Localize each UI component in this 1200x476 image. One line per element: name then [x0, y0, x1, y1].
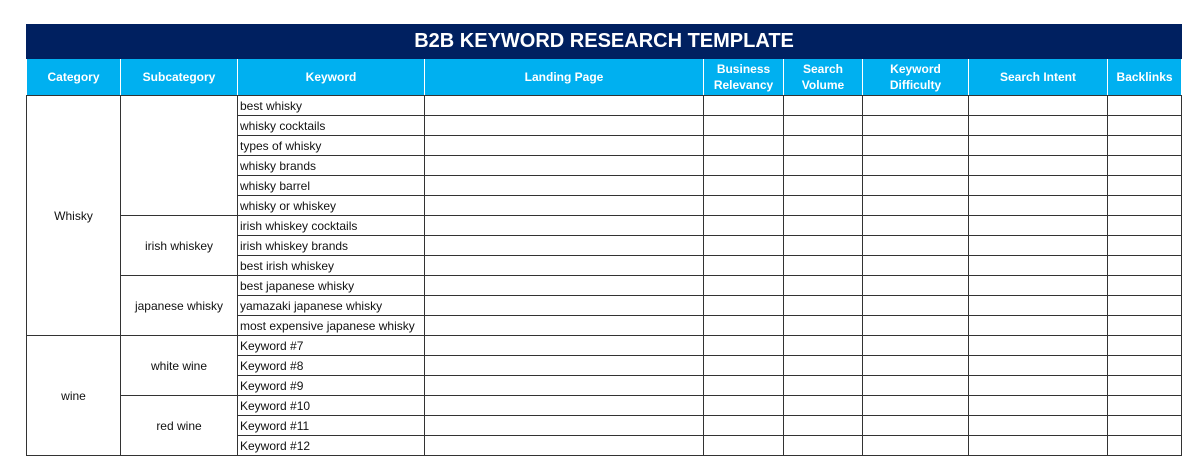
- search-intent-cell[interactable]: [969, 96, 1108, 116]
- search-intent-cell[interactable]: [969, 376, 1108, 396]
- landing-page-cell[interactable]: [425, 156, 704, 176]
- backlinks-cell[interactable]: [1108, 116, 1182, 136]
- backlinks-cell[interactable]: [1108, 316, 1182, 336]
- subcategory-cell[interactable]: red wine: [121, 396, 238, 456]
- table-row: [27, 216, 1182, 236]
- keyword-difficulty-cell[interactable]: [863, 416, 969, 436]
- business-relevancy-cell[interactable]: [704, 196, 784, 216]
- backlinks-cell[interactable]: [1108, 156, 1182, 176]
- backlinks-cell[interactable]: [1108, 96, 1182, 116]
- keyword-difficulty-cell[interactable]: [863, 236, 969, 256]
- landing-page-cell[interactable]: [425, 196, 704, 216]
- column-header-business-relevancy[interactable]: Business Relevancy: [704, 59, 784, 96]
- keyword-cell[interactable]: whisky cocktails: [238, 116, 425, 136]
- keyword-cell[interactable]: Keyword #8: [238, 356, 425, 376]
- column-header-subcategory[interactable]: Subcategory: [121, 59, 238, 96]
- search-volume-cell[interactable]: [784, 216, 863, 236]
- keyword-cell[interactable]: Keyword #11: [238, 416, 425, 436]
- keyword-table: [26, 24, 1182, 456]
- business-relevancy-cell[interactable]: [704, 336, 784, 356]
- search-intent-cell[interactable]: [969, 176, 1108, 196]
- backlinks-cell[interactable]: [1108, 216, 1182, 236]
- header-row: [27, 59, 1182, 96]
- landing-page-cell[interactable]: [425, 256, 704, 276]
- search-volume-cell[interactable]: [784, 276, 863, 296]
- column-header-backlinks[interactable]: Backlinks: [1108, 59, 1182, 96]
- business-relevancy-cell[interactable]: [704, 136, 784, 156]
- subcategory-cell[interactable]: japanese whisky: [121, 276, 238, 336]
- column-header-search-intent[interactable]: Search Intent: [969, 59, 1108, 96]
- search-intent-cell[interactable]: [969, 396, 1108, 416]
- search-intent-cell[interactable]: [969, 116, 1108, 136]
- landing-page-cell[interactable]: [425, 96, 704, 116]
- search-intent-cell[interactable]: [969, 256, 1108, 276]
- business-relevancy-cell[interactable]: [704, 156, 784, 176]
- keyword-difficulty-cell[interactable]: [863, 336, 969, 356]
- backlinks-cell[interactable]: [1108, 176, 1182, 196]
- business-relevancy-cell[interactable]: [704, 256, 784, 276]
- backlinks-cell[interactable]: [1108, 376, 1182, 396]
- business-relevancy-cell[interactable]: [704, 96, 784, 116]
- keyword-difficulty-cell[interactable]: [863, 356, 969, 376]
- subcategory-cell[interactable]: white wine: [121, 336, 238, 396]
- search-intent-cell[interactable]: [969, 236, 1108, 256]
- landing-page-cell[interactable]: [425, 336, 704, 356]
- search-volume-cell[interactable]: [784, 236, 863, 256]
- search-volume-cell[interactable]: [784, 136, 863, 156]
- business-relevancy-cell[interactable]: [704, 296, 784, 316]
- business-relevancy-cell[interactable]: [704, 376, 784, 396]
- table-row: [27, 396, 1182, 416]
- keyword-difficulty-cell[interactable]: [863, 156, 969, 176]
- keyword-difficulty-cell[interactable]: [863, 376, 969, 396]
- keyword-cell[interactable]: best whisky: [238, 96, 425, 116]
- keyword-cell[interactable]: Keyword #12: [238, 436, 425, 456]
- search-intent-cell[interactable]: [969, 336, 1108, 356]
- backlinks-cell[interactable]: [1108, 436, 1182, 456]
- keyword-difficulty-cell[interactable]: [863, 116, 969, 136]
- keyword-cell[interactable]: whisky or whiskey: [238, 196, 425, 216]
- subcategory-cell[interactable]: irish whiskey: [121, 216, 238, 276]
- search-intent-cell[interactable]: [969, 356, 1108, 376]
- landing-page-cell[interactable]: [425, 356, 704, 376]
- landing-page-cell[interactable]: [425, 416, 704, 436]
- business-relevancy-cell[interactable]: [704, 276, 784, 296]
- sheet-title: B2B KEYWORD RESEARCH TEMPLATE: [27, 25, 1182, 59]
- column-header-category[interactable]: Category: [27, 59, 121, 96]
- backlinks-cell[interactable]: [1108, 196, 1182, 216]
- landing-page-cell[interactable]: [425, 136, 704, 156]
- landing-page-cell[interactable]: [425, 376, 704, 396]
- keyword-difficulty-cell[interactable]: [863, 216, 969, 236]
- landing-page-cell[interactable]: [425, 296, 704, 316]
- table-row: [27, 96, 1182, 116]
- landing-page-cell[interactable]: [425, 116, 704, 136]
- search-intent-cell[interactable]: [969, 196, 1108, 216]
- backlinks-cell[interactable]: [1108, 356, 1182, 376]
- search-volume-cell[interactable]: [784, 316, 863, 336]
- landing-page-cell[interactable]: [425, 276, 704, 296]
- search-volume-cell[interactable]: [784, 436, 863, 456]
- keyword-difficulty-cell[interactable]: [863, 276, 969, 296]
- landing-page-cell[interactable]: [425, 236, 704, 256]
- backlinks-cell[interactable]: [1108, 256, 1182, 276]
- keyword-cell[interactable]: Keyword #7: [238, 336, 425, 356]
- search-intent-cell[interactable]: [969, 216, 1108, 236]
- business-relevancy-cell[interactable]: [704, 396, 784, 416]
- keyword-difficulty-cell[interactable]: [863, 296, 969, 316]
- business-relevancy-cell[interactable]: [704, 416, 784, 436]
- search-volume-cell[interactable]: [784, 396, 863, 416]
- keyword-cell[interactable]: best irish whiskey: [238, 256, 425, 276]
- column-header-keyword[interactable]: Keyword: [238, 59, 425, 96]
- keyword-difficulty-cell[interactable]: [863, 96, 969, 116]
- business-relevancy-cell[interactable]: [704, 356, 784, 376]
- keyword-cell[interactable]: yamazaki japanese whisky: [238, 296, 425, 316]
- search-intent-cell[interactable]: [969, 136, 1108, 156]
- column-header-landing-page[interactable]: Landing Page: [425, 59, 704, 96]
- landing-page-cell[interactable]: [425, 316, 704, 336]
- landing-page-cell[interactable]: [425, 176, 704, 196]
- search-volume-cell[interactable]: [784, 176, 863, 196]
- search-intent-cell[interactable]: [969, 276, 1108, 296]
- table-row: [27, 336, 1182, 356]
- keyword-cell[interactable]: whisky brands: [238, 156, 425, 176]
- keyword-difficulty-cell[interactable]: [863, 396, 969, 416]
- business-relevancy-cell[interactable]: [704, 176, 784, 196]
- category-cell[interactable]: wine: [27, 336, 121, 456]
- search-volume-cell[interactable]: [784, 196, 863, 216]
- search-volume-cell[interactable]: [784, 156, 863, 176]
- backlinks-cell[interactable]: [1108, 276, 1182, 296]
- keyword-difficulty-cell[interactable]: [863, 136, 969, 156]
- keyword-cell[interactable]: whisky barrel: [238, 176, 425, 196]
- keyword-cell[interactable]: best japanese whisky: [238, 276, 425, 296]
- search-intent-cell[interactable]: [969, 316, 1108, 336]
- search-volume-cell[interactable]: [784, 296, 863, 316]
- search-intent-cell[interactable]: [969, 156, 1108, 176]
- column-header-keyword-difficulty[interactable]: Keyword Difficulty: [863, 59, 969, 96]
- business-relevancy-cell[interactable]: [704, 236, 784, 256]
- search-volume-cell[interactable]: [784, 376, 863, 396]
- keyword-difficulty-cell[interactable]: [863, 436, 969, 456]
- backlinks-cell[interactable]: [1108, 396, 1182, 416]
- search-volume-cell[interactable]: [784, 116, 863, 136]
- keyword-difficulty-cell[interactable]: [863, 196, 969, 216]
- search-intent-cell[interactable]: [969, 296, 1108, 316]
- search-volume-cell[interactable]: [784, 356, 863, 376]
- landing-page-cell[interactable]: [425, 396, 704, 416]
- category-cell[interactable]: Whisky: [27, 96, 121, 336]
- keyword-cell[interactable]: most expensive japanese whisky: [238, 316, 425, 336]
- business-relevancy-cell[interactable]: [704, 436, 784, 456]
- keyword-research-sheet: [26, 24, 1181, 456]
- keyword-cell[interactable]: Keyword #9: [238, 376, 425, 396]
- keyword-difficulty-cell[interactable]: [863, 316, 969, 336]
- search-volume-cell[interactable]: [784, 416, 863, 436]
- search-volume-cell[interactable]: [784, 96, 863, 116]
- backlinks-cell[interactable]: [1108, 236, 1182, 256]
- keyword-cell[interactable]: types of whisky: [238, 136, 425, 156]
- search-volume-cell[interactable]: [784, 256, 863, 276]
- business-relevancy-cell[interactable]: [704, 216, 784, 236]
- landing-page-cell[interactable]: [425, 436, 704, 456]
- table-row: [27, 276, 1182, 296]
- column-header-search-volume[interactable]: Search Volume: [784, 59, 863, 96]
- keyword-cell[interactable]: Keyword #10: [238, 396, 425, 416]
- backlinks-cell[interactable]: [1108, 136, 1182, 156]
- search-intent-cell[interactable]: [969, 436, 1108, 456]
- keyword-cell[interactable]: irish whiskey cocktails: [238, 216, 425, 236]
- business-relevancy-cell[interactable]: [704, 116, 784, 136]
- keyword-difficulty-cell[interactable]: [863, 256, 969, 276]
- landing-page-cell[interactable]: [425, 216, 704, 236]
- keyword-cell[interactable]: irish whiskey brands: [238, 236, 425, 256]
- backlinks-cell[interactable]: [1108, 336, 1182, 356]
- business-relevancy-cell[interactable]: [704, 316, 784, 336]
- backlinks-cell[interactable]: [1108, 296, 1182, 316]
- subcategory-cell[interactable]: [121, 96, 238, 216]
- search-volume-cell[interactable]: [784, 336, 863, 356]
- keyword-difficulty-cell[interactable]: [863, 176, 969, 196]
- search-intent-cell[interactable]: [969, 416, 1108, 436]
- backlinks-cell[interactable]: [1108, 416, 1182, 436]
